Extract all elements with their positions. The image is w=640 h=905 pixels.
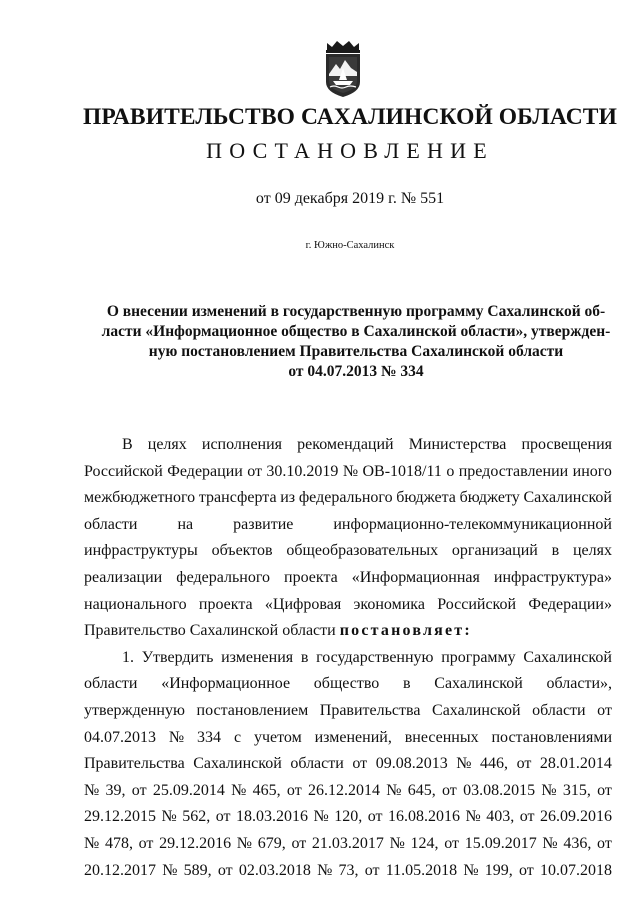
word: Российской — [437, 595, 517, 613]
word: объектов — [211, 542, 273, 560]
text-line — [84, 751, 612, 778]
text-line — [84, 804, 612, 831]
word: инфраструктура» — [493, 568, 612, 586]
word: развитие — [233, 515, 294, 533]
word: федерального — [298, 489, 393, 507]
word: Сахалинской — [432, 701, 521, 719]
word: изменений, — [314, 728, 392, 746]
word: от — [138, 834, 154, 852]
word: № — [162, 861, 178, 879]
paragraph-item-1 — [84, 645, 612, 884]
word: бюджету — [459, 489, 520, 507]
word: в — [403, 675, 411, 693]
word: программу — [441, 648, 516, 666]
word: 02.03.2018 — [238, 861, 311, 879]
word: № — [236, 834, 253, 852]
document-type: ПОСТАНОВЛЕНИЕ — [206, 138, 494, 163]
text-line — [84, 645, 612, 672]
preamble-last-line-text: Правительство Сахалинской области — [84, 622, 336, 640]
text-line — [84, 432, 612, 459]
word: общество — [313, 675, 380, 693]
word: 29.12.2015 — [84, 808, 156, 826]
word: Федерации — [167, 462, 243, 480]
word: 436, — [563, 834, 592, 852]
word: 679, — [257, 834, 286, 852]
word: 403, — [486, 808, 515, 826]
word: от — [519, 861, 534, 879]
government-title: ПРАВИТЕЛЬСТВО САХАЛИНСКОЙ ОБЛАСТИ — [83, 104, 617, 130]
word: от — [291, 834, 307, 852]
word: № — [168, 728, 185, 746]
word: № — [313, 808, 329, 826]
word: из — [280, 489, 296, 507]
word: Утвердить — [141, 648, 214, 666]
word: 199, — [484, 861, 513, 879]
word: 465, — [252, 781, 281, 799]
word: рекомендаций — [297, 436, 394, 453]
word: утвержденную — [84, 701, 185, 719]
word: от — [364, 861, 380, 879]
word: от — [367, 808, 383, 826]
word: № — [84, 781, 100, 799]
word: национального — [84, 595, 187, 613]
word: 1. — [122, 648, 134, 666]
word: 11.05.2018 — [385, 861, 458, 879]
word: экономика — [353, 595, 425, 613]
word: Правительства — [84, 755, 185, 773]
word: на — [177, 515, 194, 533]
word: учетом — [253, 728, 302, 746]
paragraph-preamble-last-line — [84, 618, 612, 645]
text-line — [84, 459, 612, 486]
word: иного — [572, 462, 612, 480]
word: 29.12.2016 — [159, 834, 232, 852]
word: 18.03.2016 — [235, 808, 308, 826]
word: от — [516, 755, 532, 773]
text-line — [84, 725, 612, 752]
decree-word: постановляет: — [339, 622, 472, 640]
word: от — [597, 781, 612, 799]
word: Российской — [84, 462, 163, 480]
word: В — [122, 436, 133, 453]
word: от — [247, 462, 263, 480]
word: Сахалинской — [523, 489, 612, 507]
subject-line: ласти «Информационное общество в Сахалинской области», утвержден- — [101, 323, 611, 340]
word: «Информационная — [351, 568, 480, 586]
word: о — [446, 462, 455, 480]
text-line — [84, 592, 612, 619]
word: 589, — [183, 861, 212, 879]
word: от — [519, 808, 535, 826]
word: № — [342, 462, 359, 480]
word: 315, — [562, 781, 591, 799]
document-city: г. Южно-Сахалинск — [305, 240, 395, 251]
subject-line: ную постановлением Правительства Сахалинской области — [148, 343, 564, 360]
word: 26.09.2016 — [539, 808, 612, 826]
word: реализации — [84, 568, 163, 586]
sakhalin-coat-of-arms-icon — [321, 40, 365, 98]
word: 25.09.2014 — [152, 781, 225, 799]
word: 124, — [410, 834, 439, 852]
word: 28.01.2014 — [539, 755, 612, 773]
word: инфраструктуры — [84, 542, 198, 560]
word: № — [463, 861, 479, 879]
word: бюджета — [396, 489, 456, 507]
word: 73, — [338, 861, 359, 879]
word: области — [84, 515, 138, 533]
word: ОВ-1018/11 — [362, 462, 442, 480]
word: 30.10.2019 — [266, 462, 339, 480]
document-subject — [96, 302, 616, 382]
word: 03.08.2015 — [463, 781, 536, 799]
word: 478, — [104, 834, 133, 852]
text-line — [84, 512, 612, 539]
word: от — [442, 781, 457, 799]
word: постановлением — [196, 701, 309, 719]
word: 39, — [105, 781, 126, 799]
word: «Информационное — [161, 675, 291, 693]
word: 120, — [334, 808, 363, 826]
text-line — [84, 565, 612, 592]
word: от — [597, 701, 612, 719]
word: государственную — [316, 648, 434, 666]
word: № — [231, 781, 247, 799]
word: 15.09.2017 — [464, 834, 537, 852]
word: информационно-телекоммуникационной — [333, 515, 612, 533]
word: 16.08.2016 — [387, 808, 460, 826]
word: № — [389, 834, 405, 852]
word: в — [300, 648, 309, 666]
word: 10.07.2018 — [539, 861, 612, 879]
word: исполнения — [201, 436, 283, 453]
word: области», — [546, 675, 612, 693]
word: проекта — [284, 568, 338, 586]
word: № — [161, 808, 177, 826]
word: предоставлении — [458, 462, 569, 480]
paragraph-preamble — [84, 432, 612, 618]
word: области — [532, 701, 586, 719]
word: организаций — [451, 542, 538, 560]
word: от — [352, 755, 368, 773]
word: просвещения — [521, 436, 612, 453]
word: от — [286, 781, 302, 799]
text-line — [84, 538, 612, 565]
word: Сахалинской — [193, 755, 282, 773]
word: от — [217, 861, 233, 879]
word: № — [84, 834, 100, 852]
word: Федерации» — [528, 595, 612, 613]
word: 562, — [182, 808, 211, 826]
text-line — [84, 831, 612, 858]
word: 446, — [480, 755, 509, 773]
text-line — [84, 485, 612, 512]
word: межбюджетного — [84, 489, 196, 507]
word: 21.03.2017 — [311, 834, 384, 852]
document-body — [84, 432, 612, 884]
word: 20.12.2017 — [84, 861, 156, 879]
word: 26.12.2014 — [307, 781, 380, 799]
word: от — [444, 834, 460, 852]
word: целях — [572, 542, 612, 560]
word: Сахалинской — [523, 648, 612, 666]
word: «Цифровая — [264, 595, 342, 613]
text-line — [84, 858, 612, 885]
text-line — [84, 778, 612, 805]
document-date-number: от 09 декабря 2019 г. № 551 — [255, 190, 445, 207]
word: Министерства — [408, 436, 507, 453]
word: целях — [147, 436, 187, 453]
subject-line: от 04.07.2013 № 334 — [288, 363, 424, 380]
word: № — [465, 808, 481, 826]
word: постановлениями — [491, 728, 612, 746]
word: от — [131, 781, 147, 799]
word: № — [542, 834, 558, 852]
word: № — [317, 861, 333, 879]
word: 09.08.2013 — [375, 755, 448, 773]
word: федерального — [176, 568, 270, 586]
word: 334 — [197, 728, 222, 746]
word: 04.07.2013 — [84, 728, 156, 746]
word: 645, — [407, 781, 436, 799]
subject-line: О внесении изменений в государственную программу Сахалинской об- — [106, 303, 606, 320]
word: в — [551, 542, 560, 560]
word: Сахалинской — [434, 675, 523, 693]
word: внесенных — [404, 728, 479, 746]
word: общеобразовательных — [286, 542, 439, 560]
word: трансферта — [198, 489, 277, 507]
word: Правительства — [319, 701, 421, 719]
word: с — [233, 728, 242, 746]
word: области — [290, 755, 344, 773]
word: изменения — [221, 648, 294, 666]
text-line — [84, 698, 612, 725]
word: № — [386, 781, 402, 799]
word: от — [597, 834, 612, 852]
word: от — [215, 808, 231, 826]
text-line — [84, 671, 612, 698]
word: № — [456, 755, 472, 773]
word: проекта — [198, 595, 253, 613]
word: области — [84, 675, 138, 693]
word: № — [541, 781, 557, 799]
